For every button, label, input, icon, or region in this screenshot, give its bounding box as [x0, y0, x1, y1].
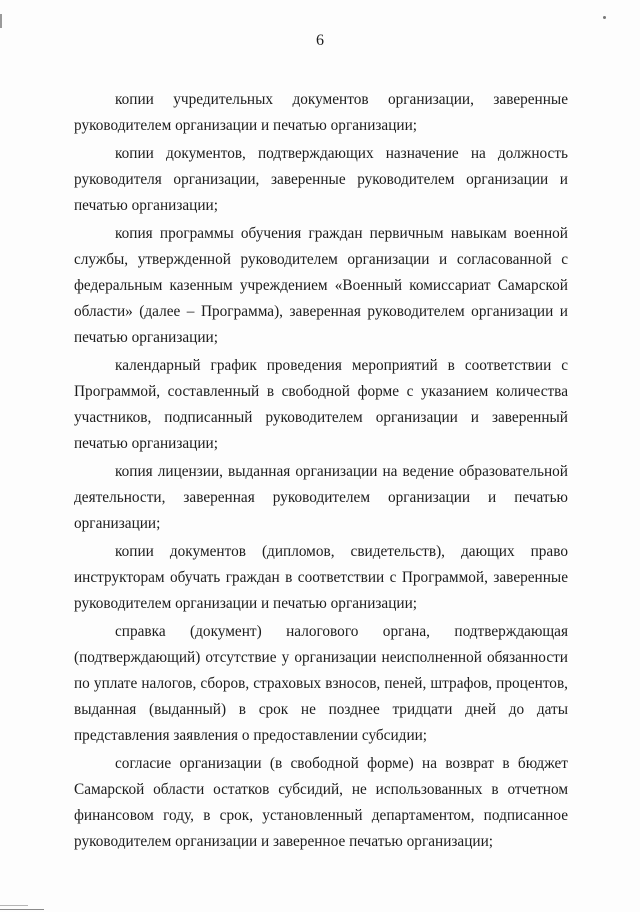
scan-edge-mark	[0, 14, 2, 28]
list-item-event-schedule: календарный график проведения мероприятий в соответствии с Программой, составленный в свободной форме с указанием количества участников, подписанный руководителем организации и заверенный печатью организации;	[74, 357, 568, 452]
page-number: 6	[316, 32, 324, 49]
document-body	[74, 87, 568, 857]
scan-bottom-mark	[0, 905, 28, 906]
list-item-founding-documents: копии учредительных документов организации, заверенные руководителем организации и печатью организации;	[74, 91, 568, 134]
list-item-license-copy: копия лицензии, выданная организации на ведение образовательной деятельности, заверенная руководителем организации и печатью организации;	[74, 463, 568, 532]
list-item-tax-certificate: справка (документ) налогового органа, подтверждающая (подтверждающий) отсутствие у организации неисполненной обязанности по уплате налогов, сборов, страховых взносов, пеней, штрафов, процентов, выданная (выданный) в срок не позднее тридцати дней до даты представления заявления о предоставлении субсидии;	[74, 623, 568, 744]
list-item-training-program: копия программы обучения граждан первичным навыкам военной службы, утвержденной руководителем организации и согласованной с федеральным казенным учреждением «Военный комиссариат Самарской области» (далее – Программа), заверенная руководителем организации и печатью организации;	[74, 225, 568, 346]
list-item-appointment-documents: копии документов, подтверждающих назначение на должность руководителя организации, заверенные руководителем организации и печатью организации;	[74, 145, 568, 214]
list-item-refund-consent: согласие организации (в свободной форме) на возврат в бюджет Самарской области остатков субсидий, не использованных в отчетном финансовом году, в срок, установленный департаментом, подписанное руководителем организации и заверенное печатью организации;	[74, 755, 568, 850]
scan-dot-mark	[603, 16, 606, 19]
scan-bottom-mark	[0, 909, 44, 910]
list-item-instructor-diplomas: копии документов (дипломов, свидетельств), дающих право инструкторам обучать граждан в соответствии с Программой, заверенные руководителем организации и печатью организации;	[74, 543, 568, 612]
